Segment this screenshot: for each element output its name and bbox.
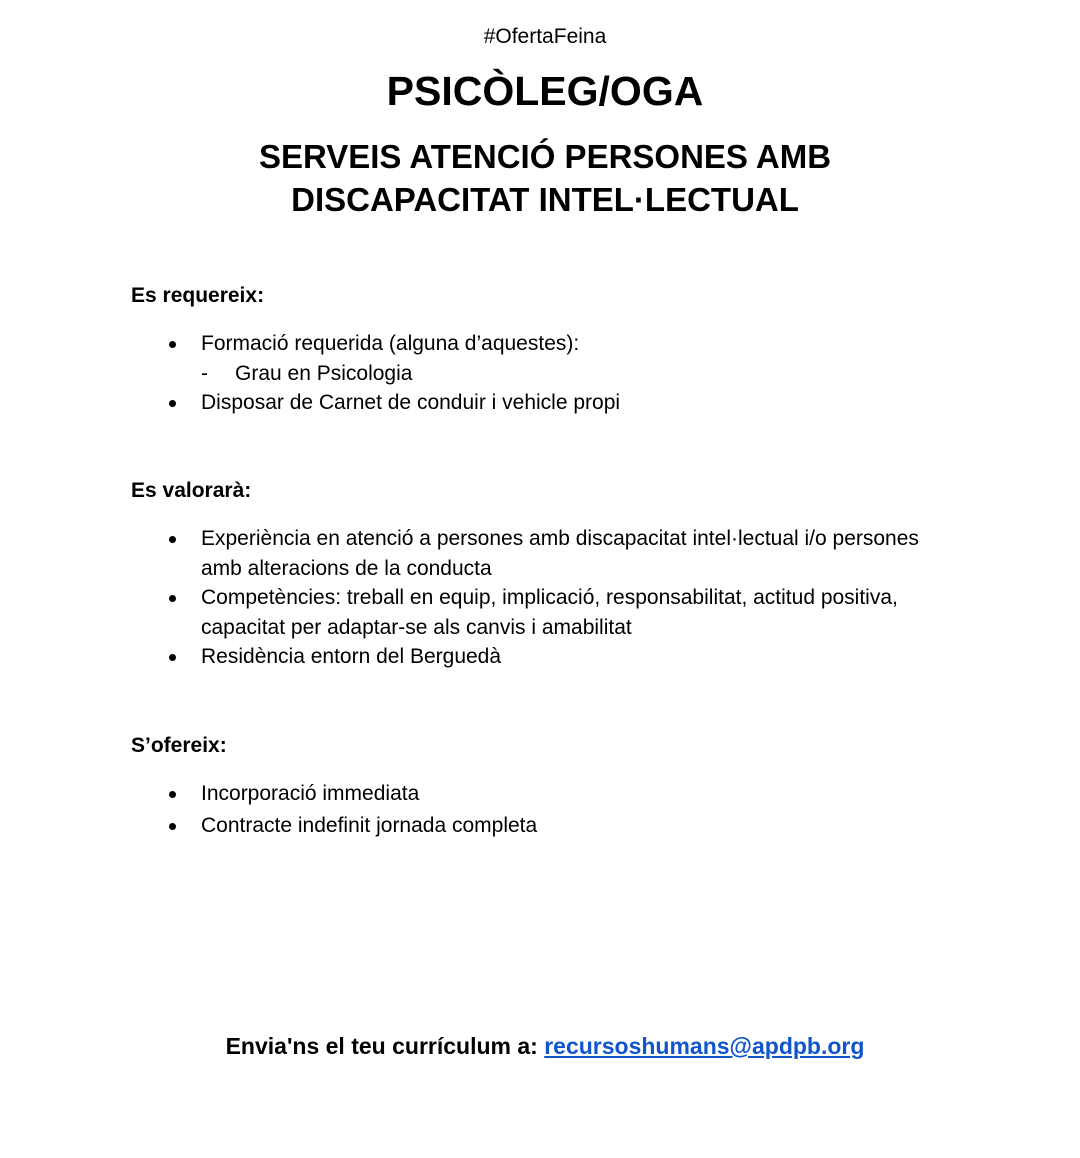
valued-heading: Es valorarà: [131,479,252,502]
valued-text: Competències: treball en equip, implicació, responsabilitat, actitud positiva, capacitat per adaptar-se als canvis i amabilitat [201,586,898,639]
sub-list-item [131,359,931,389]
contact-label: Envia'ns el teu currículum a: [225,1033,545,1059]
requirement-text: Formació requerida (alguna d’aquestes): [201,332,580,355]
bullet-icon [169,341,176,348]
list-item [131,329,931,388]
requirements-section [131,283,931,418]
list-item [131,524,921,583]
bullet-icon [169,595,176,602]
bullet-icon [169,791,176,798]
email-link[interactable]: recursoshumans@apdpb.org [544,1033,865,1059]
sub-requirement-text: Grau en Psicologia [235,361,413,385]
offer-section [131,733,931,840]
offer-list [131,779,931,840]
requirement-text: Disposar de Carnet de conduir i vehicle propi [201,391,621,414]
list-item [131,388,931,418]
bullet-icon [169,400,176,407]
job-title: PSICÒLEG/OGA [386,68,704,114]
bullet-icon [169,823,176,830]
list-item [131,642,921,672]
valued-section [131,478,931,672]
requirements-heading: Es requereix: [131,284,265,307]
job-subtitle [0,135,1080,221]
offer-heading: S’ofereix: [131,734,227,757]
offer-text: Contracte indefinit jornada completa [201,813,538,837]
contact-footer [0,1031,1080,1061]
list-item [131,811,931,841]
list-item [131,779,931,809]
requirements-list [131,329,931,418]
bullet-icon [169,536,176,543]
valued-list [131,524,921,672]
hashtag: #OfertaFeina [483,25,607,48]
valued-text: Residència entorn del Berguedà [201,645,502,668]
list-item [131,583,921,642]
subtitle-line-2: DISCAPACITAT INTEL·LECTUAL [291,181,799,218]
subtitle-line-1: SERVEIS ATENCIÓ PERSONES AMB [258,138,832,175]
dash-icon: - [201,361,208,385]
valued-text: Experiència en atenció a persones amb discapacitat intel·lectual i/o persones amb alteracions de la conducta [201,527,919,580]
bullet-icon [169,654,176,661]
offer-text: Incorporació immediata [201,782,420,805]
